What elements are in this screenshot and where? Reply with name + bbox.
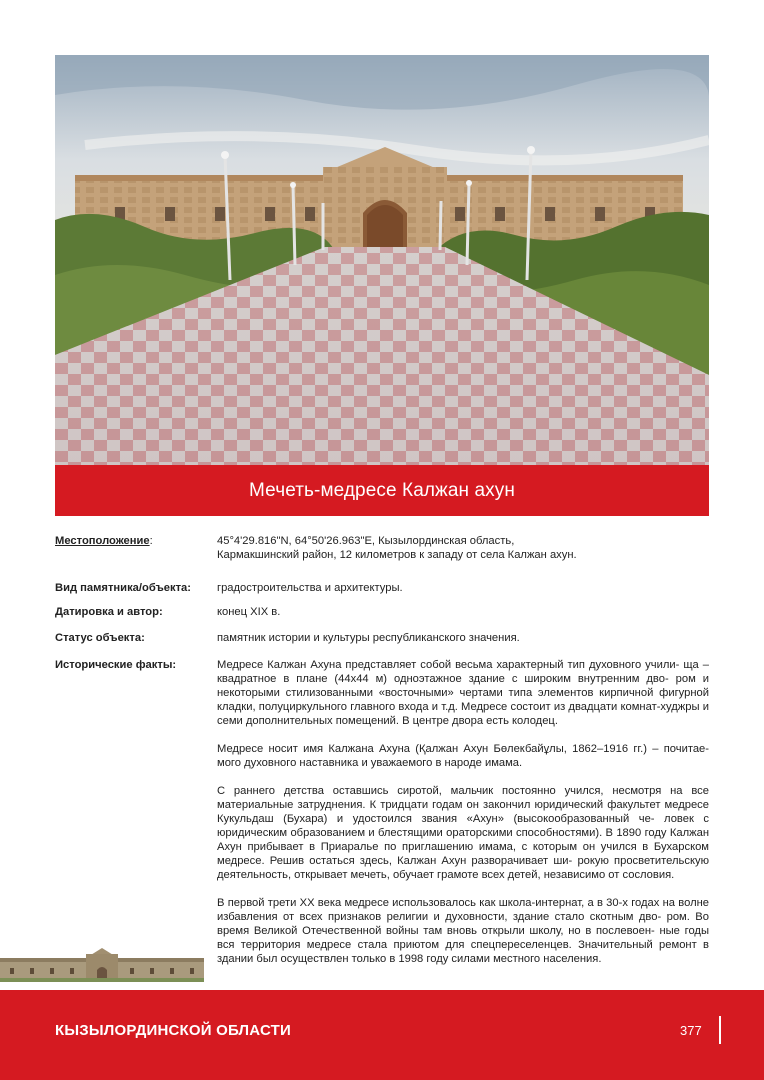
type-value: градостроительства и архитектуры.	[217, 582, 403, 594]
madrasah-photo-drawing	[55, 55, 709, 465]
location-label-suffix: :	[149, 535, 153, 547]
location-line-1: 45°4'29.816"N, 64°50'26.963"E, Кызылординская область,	[217, 535, 515, 547]
page-title: Мечеть-медресе Калжан ахун	[249, 479, 515, 501]
status-label: Статус объекта:	[55, 632, 145, 644]
date-value: конец XIX в.	[217, 606, 281, 618]
title-bar	[55, 465, 709, 516]
history-row	[55, 658, 709, 980]
type-row	[55, 581, 709, 605]
date-label: Датировка и автор:	[55, 606, 163, 618]
history-paragraph: В первой трети XX века медресе использовалось как школа-интернат, а в 30-х годах на волне избавления от всех признаков религии и духовности, здание стало скотным дво- ром. Во время Великой Отечественной войны там вновь открыли школу, но в послевоен- ные годы вся территория медресе стала приютом для спецпереселенцев. Значительный ремонт в здании был осуществлен только в 1998 году силами местного населения.	[217, 897, 709, 965]
history-paragraph: С раннего детства оставшись сиротой, мальчик постоянно учился, несмотря на все материальные затруднения. К тридцати годам он закончил юридический факультет медресе Кукульдаш (Бухара) и удостоился звания «Ахун» (высокообразованный че- ловек с юридическим образованием и блестящими ораторскими способностями). В 1890 году Калжан Ахун прибывает в Приаралье по приглашению имама, с которым он учился в Бухарском медресе. Решив остаться здесь, Калжан Ахун разворачивает ши- рокую просветительскую деятельность, открывает мечеть, обучает грамоте всех детей, независимо от сословия.	[217, 785, 709, 881]
history-label: Исторические факты:	[55, 659, 177, 671]
history-paragraph: Медресе Калжан Ахуна представляет собой весьма характерный тип духовного учили- ща – квадратное в плане (44х44 м) одноэтажное здание с широким внутренним дво- ром и некоторыми стилизованными «восточными» чертами типа элементов кирпичной фигурной кладки, полуциркульного главного входа и т.д. Медресе состоит из двадцати комнат-худжры и семи дополнительных помещений. В центре двора есть колодец.	[217, 659, 709, 727]
history-paragraph: Медресе носит имя Калжана Ахуна (Қалжан Ахун Бөлекбайұлы, 1862–1916 гг.) – почитае- мого духовного наставника и уважаемого в народе имама.	[217, 743, 709, 769]
building-thumbnail	[0, 944, 204, 982]
location-label-text: Местоположение	[55, 535, 150, 547]
history-text	[217, 658, 709, 980]
building-thumbnail-drawing	[0, 944, 204, 982]
location-label	[55, 534, 217, 581]
type-label: Вид памятника/объекта:	[55, 582, 191, 594]
location-line-2: Кармакшинский район, 12 километров к западу от села Калжан ахун.	[217, 549, 577, 561]
madrasah-photo	[55, 55, 709, 465]
location-value	[217, 534, 709, 581]
status-row	[55, 631, 709, 658]
location-row	[55, 534, 709, 581]
footer-divider	[719, 1016, 721, 1044]
footer	[0, 990, 764, 1080]
date-row	[55, 605, 709, 631]
footer-region: КЫЗЫЛОРДИНСКОЙ ОБЛАСТИ	[55, 1022, 291, 1039]
info-table	[55, 534, 709, 980]
page-number: 377	[680, 1023, 702, 1038]
status-value: памятник истории и культуры республиканского значения.	[217, 632, 520, 644]
